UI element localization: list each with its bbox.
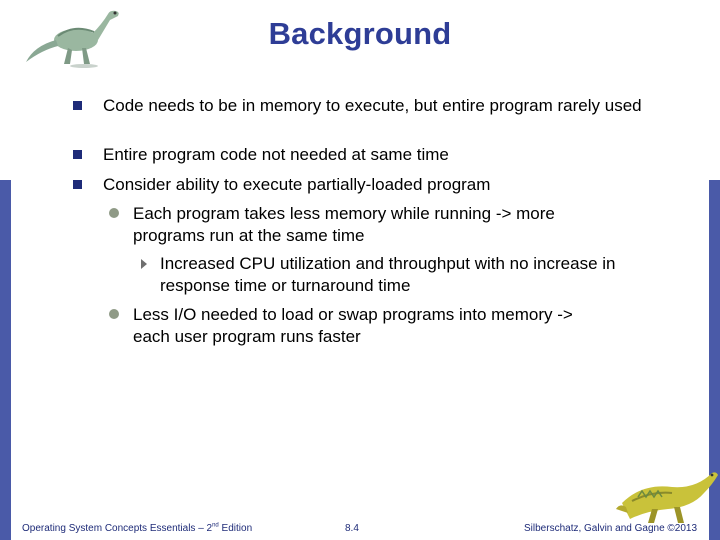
right-accent-bar [709,0,720,540]
footer-slide-number: 8.4 [345,523,359,534]
sub-bullet-text: Each program takes less memory while running -> more programs run at the same time [133,204,555,245]
footer-title-superscript: nd [212,522,219,529]
square-bullet-icon [73,101,82,110]
footer-copyright: Silberschatz, Galvin and Gagne ©2013 [524,523,698,534]
triangle-bullet-icon [141,259,147,269]
circle-bullet-icon [109,208,119,218]
sub-sub-bullet-text: Increased CPU utilization and throughput with no increase in response time or turnaround time [160,254,616,295]
bullet-text: Code needs to be in memory to execute, but entire program rarely used [103,96,642,115]
slide-title: Background [268,16,452,51]
square-bullet-icon [73,180,82,189]
dinosaur-icon [612,463,720,527]
square-bullet-icon [73,150,82,159]
sub-bullet-text: Less I/O needed to load or swap programs into memory -> each user program runs faster [133,305,573,346]
footer-title-prefix: Operating System Concepts Essentials – 2 [22,523,213,534]
left-accent-bar [0,0,11,540]
footer-title-suffix: Edition [218,523,253,534]
circle-bullet-icon [109,309,119,319]
bullet-text: Entire program code not needed at same time [103,145,449,164]
bullet-text: Consider ability to execute partially-loaded program [103,175,491,194]
footer-course-title [22,523,252,534]
